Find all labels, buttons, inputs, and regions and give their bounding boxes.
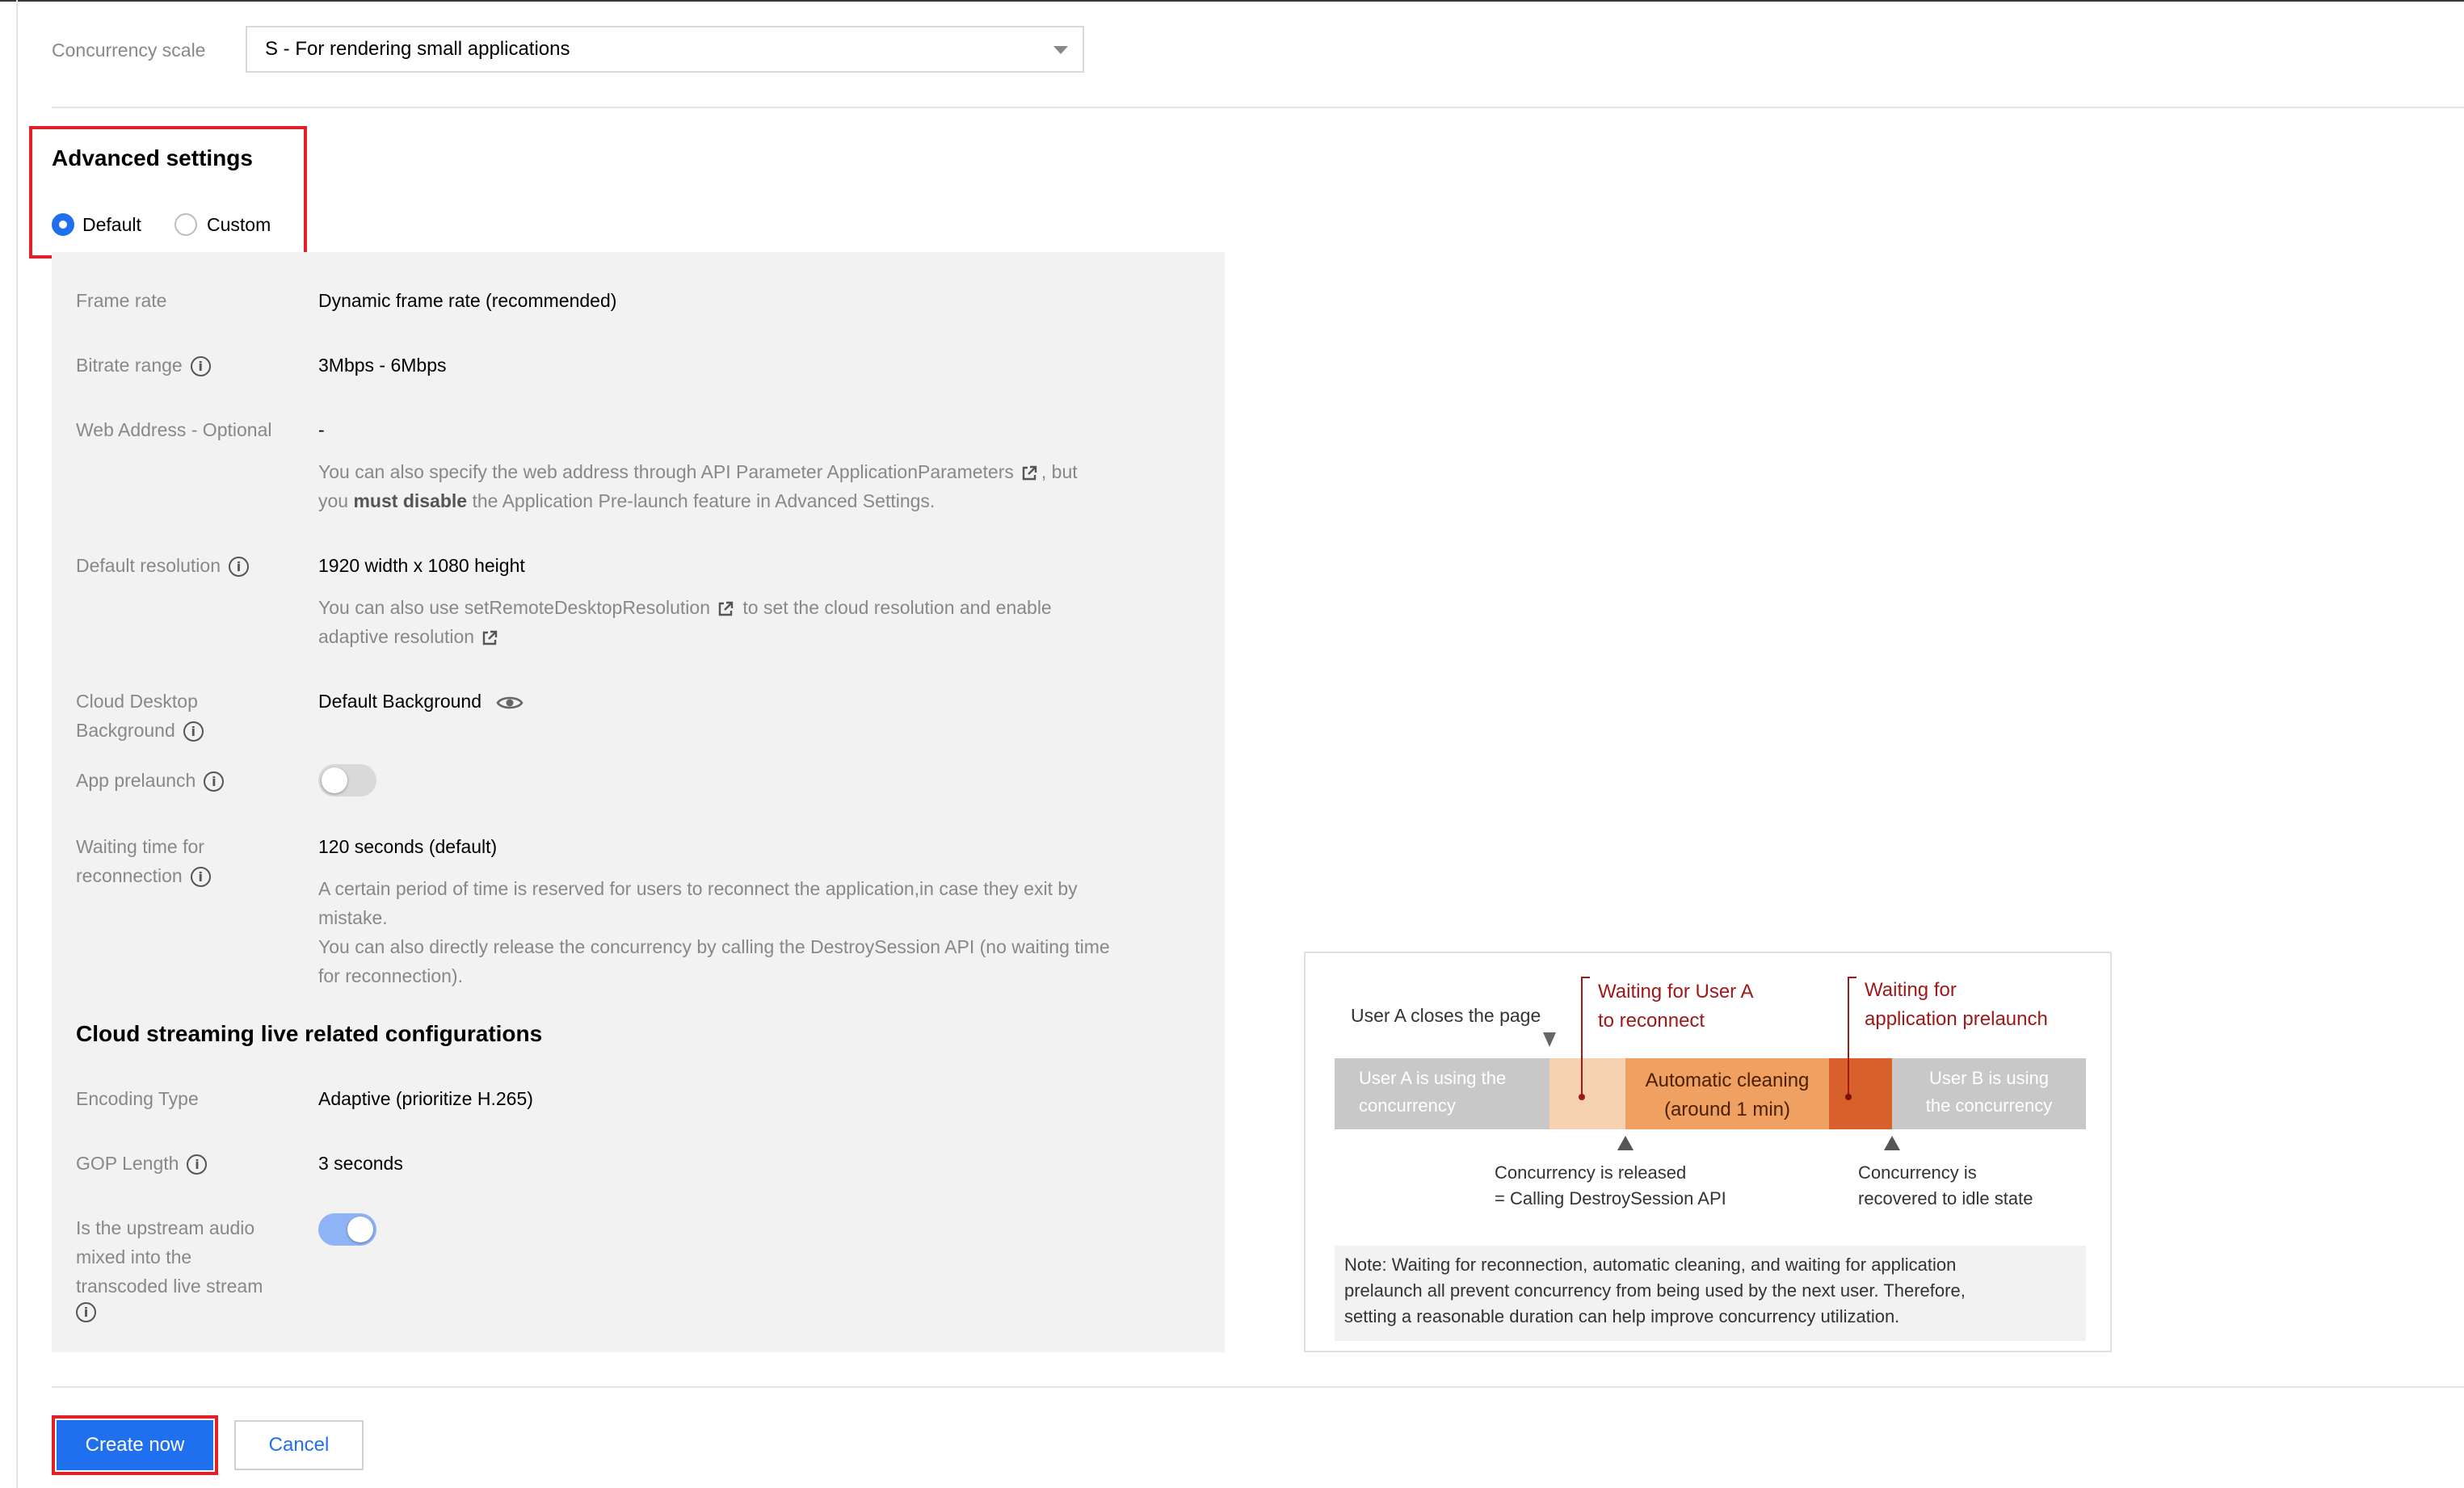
frame-rate-label: Frame rate — [76, 290, 167, 311]
waiting-reconnect-label-2: to reconnect — [1598, 1010, 1705, 1032]
create-now-button[interactable]: Create now — [57, 1420, 213, 1470]
background-value — [318, 687, 523, 716]
web-address-help-text: You can also specify the web address through API Parameter ApplicationParameters — [318, 461, 1014, 482]
segment-user-b-label-2: the concurrency — [1925, 1095, 2053, 1116]
resolution-help-text-3: adaptive resolution — [318, 626, 475, 647]
reconnect-value: 120 seconds (default) — [318, 836, 498, 857]
audio-mix-toggle[interactable] — [318, 1213, 376, 1246]
section-divider — [52, 107, 2464, 108]
info-icon[interactable]: i — [76, 1302, 96, 1322]
audio-label-line3: transcoded live stream — [76, 1276, 263, 1297]
toggle-knob — [322, 767, 347, 793]
note-line-3: setting a reasonable duration can help improve concurrency utilization. — [1344, 1306, 1900, 1326]
top-border — [0, 0, 2464, 2]
info-icon[interactable]: i — [187, 1154, 207, 1175]
resolution-help-text-2: to set the cloud resolution and enable — [742, 597, 1052, 618]
info-icon[interactable]: i — [204, 771, 224, 792]
segment-clean-label-2: (around 1 min) — [1663, 1099, 1791, 1120]
info-icon[interactable]: i — [191, 867, 211, 887]
toggle-knob — [347, 1217, 373, 1242]
web-address-help-text-4: the Application Pre-launch feature in Advanced Settings. — [472, 490, 936, 511]
left-border — [16, 0, 18, 1488]
recovered-label-2: recovered to idle state — [1858, 1188, 2033, 1208]
web-address-help-text-2: , but — [1041, 461, 1078, 482]
radio-default[interactable] — [52, 212, 141, 237]
segment-user-b-label-1: User B is using — [1929, 1068, 2049, 1088]
background-label-line1: Cloud Desktop — [76, 691, 198, 712]
bitrate-label-text: Bitrate range — [76, 355, 183, 376]
gop-value: 3 seconds — [318, 1153, 403, 1174]
info-icon[interactable]: i — [229, 557, 249, 577]
concurrency-scale-select[interactable] — [246, 26, 1084, 73]
chevron-down-icon[interactable] — [1053, 46, 1068, 54]
concurrency-scale-value: S - For rendering small applications — [265, 38, 570, 60]
web-address-help-line2 — [318, 486, 935, 515]
resolution-help-text: You can also use setRemoteDesktopResolution — [318, 597, 710, 618]
background-value-text: Default Background — [318, 691, 482, 712]
web-address-help-line1 — [318, 457, 1078, 486]
note-line-1: Note: Waiting for reconnection, automatic cleaning, and waiting for application — [1344, 1255, 1957, 1275]
radio-default-indicator[interactable] — [52, 213, 74, 236]
radio-custom-indicator[interactable] — [174, 213, 197, 236]
encoding-value: Adaptive (prioritize H.265) — [318, 1088, 533, 1109]
web-address-help-text-3: you — [318, 490, 349, 511]
gop-label-text: GOP Length — [76, 1153, 179, 1174]
footer-divider — [52, 1386, 2464, 1388]
prelaunch-label-text: App prelaunch — [76, 770, 196, 791]
background-label-text: Background — [76, 720, 175, 741]
audio-label-line1: Is the upstream audio — [76, 1217, 255, 1238]
reconnect-label-text: reconnection — [76, 865, 183, 886]
user-a-closes-label: User A closes the page — [1351, 1005, 1541, 1026]
gop-label — [76, 1149, 207, 1178]
info-icon[interactable]: i — [183, 721, 204, 742]
background-label-line2 — [76, 716, 204, 745]
audio-label-line2: mixed into the — [76, 1246, 192, 1267]
concurrency-scale-label: Concurrency scale — [52, 40, 206, 61]
prelaunch-label — [76, 766, 224, 795]
external-link-icon[interactable] — [717, 600, 734, 618]
web-address-label: Web Address - Optional — [76, 419, 272, 440]
reconnect-marker — [1579, 1094, 1585, 1100]
recovered-label-1: Concurrency is — [1858, 1162, 1977, 1183]
resolution-label — [76, 551, 249, 580]
segment-waiting-reconnect — [1549, 1058, 1625, 1129]
reconnect-help-line2: mistake. — [318, 907, 388, 928]
radio-custom[interactable] — [174, 212, 271, 237]
audio-info — [68, 1302, 96, 1322]
note-line-2: prelaunch all prevent concurrency from being used by the next user. Therefore, — [1344, 1280, 1966, 1301]
cancel-button[interactable]: Cancel — [234, 1420, 364, 1470]
advanced-settings-title: Advanced settings — [52, 145, 253, 170]
prelaunch-marker — [1845, 1094, 1852, 1100]
radio-custom-label: Custom — [207, 213, 271, 235]
prelaunch-toggle[interactable] — [318, 764, 376, 797]
waiting-prelaunch-label-1: Waiting for — [1865, 979, 1957, 1001]
reconnect-label-line2 — [76, 861, 211, 890]
web-address-help-bold: must disable — [353, 490, 468, 511]
eye-icon[interactable] — [496, 694, 523, 712]
released-label-2: = Calling DestroySession API — [1495, 1188, 1726, 1208]
up-arrow-icon — [1617, 1136, 1634, 1150]
external-link-icon[interactable] — [1020, 464, 1038, 482]
resolution-label-text: Default resolution — [76, 555, 221, 576]
resolution-value: 1920 width x 1080 height — [318, 555, 525, 576]
web-address-value: - — [318, 419, 325, 440]
reconnect-help-line3: You can also directly release the concurrency by calling the DestroySession API (no waiting time — [318, 936, 1110, 957]
live-config-title: Cloud streaming live related configurations — [76, 1021, 543, 1046]
bitrate-value: 3Mbps - 6Mbps — [318, 355, 447, 376]
down-arrow-icon — [1543, 1032, 1556, 1047]
segment-waiting-prelaunch — [1829, 1058, 1892, 1129]
reconnect-help-line4: for reconnection). — [318, 965, 463, 986]
reconnect-label-line1: Waiting time for — [76, 836, 204, 857]
frame-rate-value: Dynamic frame rate (recommended) — [318, 290, 617, 311]
segment-clean-label-1: Automatic cleaning — [1645, 1070, 1810, 1091]
up-arrow-icon — [1884, 1136, 1900, 1150]
resolution-help-line2 — [318, 622, 502, 651]
segment-user-a-label-2: concurrency — [1359, 1095, 1456, 1116]
segment-user-a-label-1: User A is using the — [1359, 1068, 1507, 1088]
encoding-label: Encoding Type — [76, 1088, 199, 1109]
resolution-help-line1 — [318, 593, 1052, 622]
reconnection-diagram — [1304, 952, 2112, 1352]
released-label-1: Concurrency is released — [1495, 1162, 1687, 1183]
bitrate-label — [76, 351, 211, 380]
info-icon[interactable]: i — [191, 356, 211, 376]
radio-default-label: Default — [82, 213, 141, 235]
reconnect-help-line1: A certain period of time is reserved for users to reconnect the application,in case they exit by — [318, 878, 1078, 899]
external-link-icon[interactable] — [481, 629, 498, 647]
waiting-prelaunch-label-2: application prelaunch — [1865, 1008, 2048, 1030]
waiting-reconnect-label-1: Waiting for User A — [1598, 981, 1754, 1003]
